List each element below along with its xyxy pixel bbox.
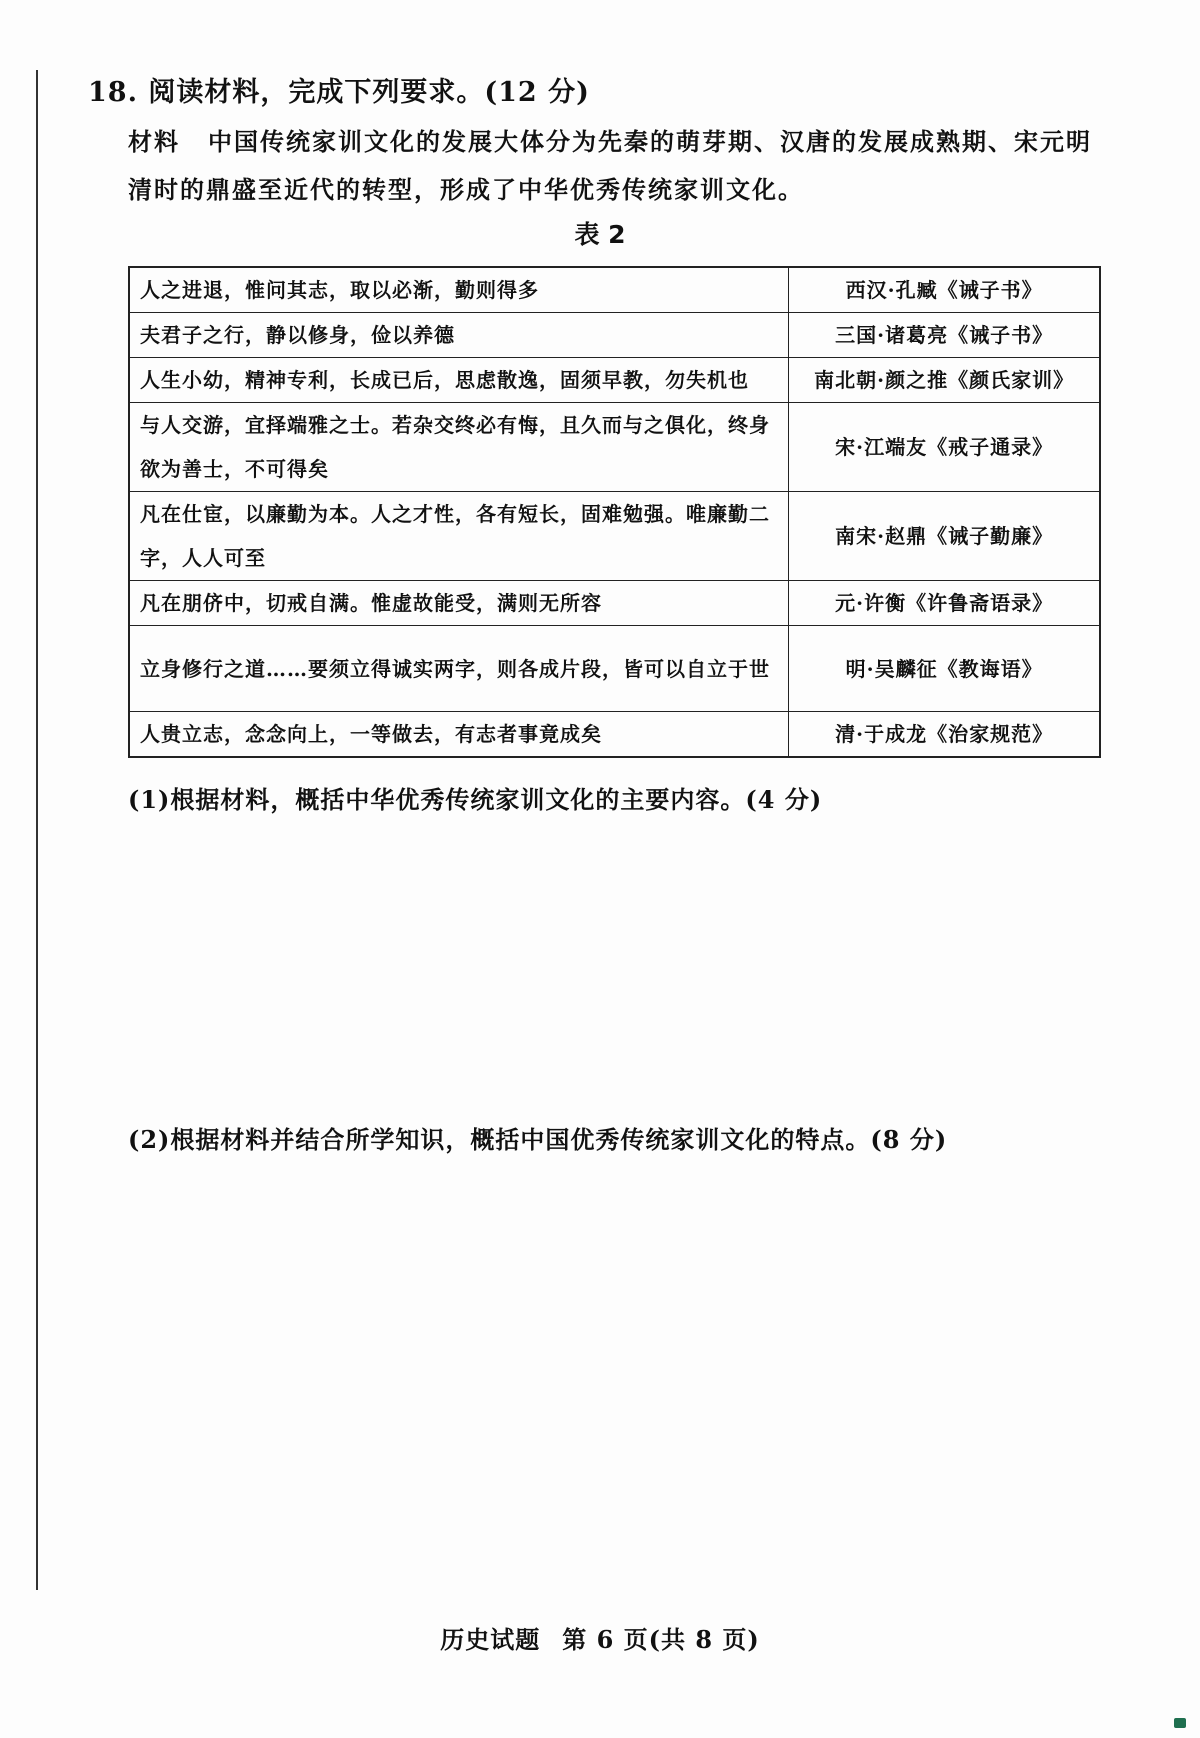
- scanner-app-icon: [1174, 1718, 1186, 1728]
- table-caption: 表 2: [574, 220, 626, 249]
- quote-cell: 凡在仕宦，以廉勤为本。人之才性，各有短长，固难勉强。唯廉勤二字，人人可至: [129, 492, 789, 581]
- page-footer: [0, 1620, 1200, 1655]
- margin-rule: [36, 70, 38, 1590]
- table-row: [129, 403, 1100, 492]
- quote-cell: 人之进退，惟问其志，取以必渐，勤则得多: [129, 267, 789, 313]
- quote-cell: 与人交游，宜择端雅之士。若杂交终必有悔，且久而与之俱化，终身欲为善士，不可得矣: [129, 403, 789, 492]
- table-row: [129, 358, 1100, 403]
- sub-question-2: (2)根据材料并结合所学知识，概括中国优秀传统家训文化的特点。(8 分): [128, 1125, 948, 1154]
- table-row: [129, 712, 1100, 758]
- quote-cell: 夫君子之行，静以修身，俭以养德: [129, 313, 789, 358]
- source-cell: 宋·江端友《戒子通录》: [789, 403, 1100, 492]
- question-title: 18. 阅读材料，完成下列要求。(12 分): [88, 77, 590, 108]
- source-cell: 三国·诸葛亮《诫子书》: [789, 313, 1100, 358]
- source-cell: 南北朝·颜之推《颜氏家训》: [789, 358, 1100, 403]
- quote-cell: 凡在朋侪中，切戒自满。惟虚故能受，满则无所容: [129, 581, 789, 626]
- source-cell: 元·许衡《许鲁斋语录》: [789, 581, 1100, 626]
- scanner-watermark: [1174, 1718, 1186, 1728]
- material-label: 材料: [128, 127, 180, 156]
- source-cell: 清·于成龙《治家规范》: [789, 712, 1100, 758]
- table-row: [129, 581, 1100, 626]
- source-cell: 西汉·孔臧《诫子书》: [789, 267, 1100, 313]
- quote-cell: 人贵立志，念念向上，一等做去，有志者事竟成矣: [129, 712, 789, 758]
- family-instruction-table: [128, 266, 1101, 758]
- table-row: [129, 267, 1100, 313]
- table-row: [129, 492, 1100, 581]
- material-paragraph: [128, 118, 1103, 214]
- table-row: [129, 313, 1100, 358]
- source-cell: 南宋·赵鼎《诫子勤廉》: [789, 492, 1100, 581]
- footer-page-number: 第 6 页(共 8 页): [562, 1625, 760, 1654]
- quote-cell: 立身修行之道……要须立得诚实两字，则各成片段，皆可以自立于世: [129, 626, 789, 712]
- source-cell: 明·吴麟征《教诲语》: [789, 626, 1100, 712]
- footer-subject: 历史试题: [440, 1625, 541, 1654]
- sub-question-1: (1)根据材料，概括中华优秀传统家训文化的主要内容。(4 分): [128, 785, 823, 814]
- table-row: [129, 626, 1100, 712]
- quote-cell: 人生小幼，精神专利，长成已后，思虑散逸，固须早教，勿失机也: [129, 358, 789, 403]
- material-text: 中国传统家训文化的发展大体分为先秦的萌芽期、汉唐的发展成熟期、宋元明清时的鼎盛至近代的转型，形成了中华优秀传统家训文化。: [128, 127, 1092, 204]
